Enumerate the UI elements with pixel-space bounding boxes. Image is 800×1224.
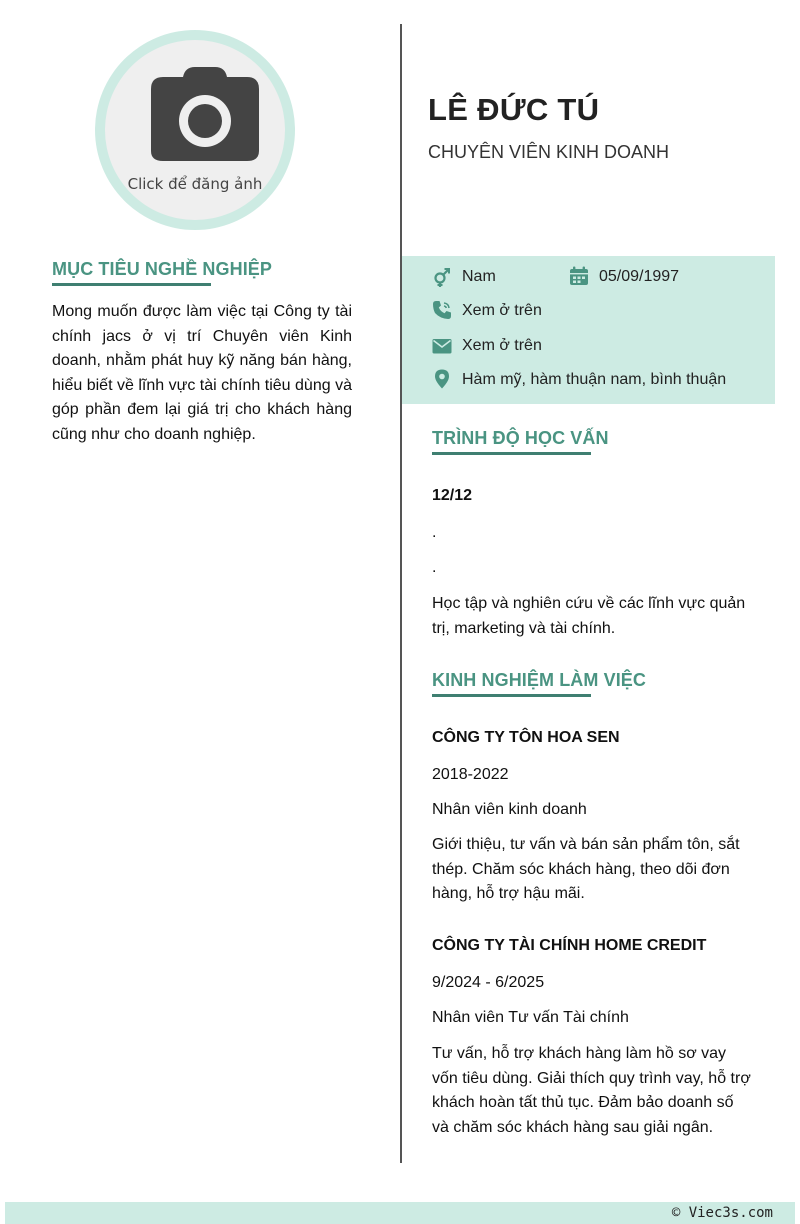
education-line-2: . — [432, 559, 437, 576]
job-company: CÔNG TY TÔN HOA SEN — [432, 729, 620, 746]
dob-value: 05/09/1997 — [599, 268, 680, 285]
camera-icon — [151, 67, 259, 163]
objective-heading-underline — [52, 283, 211, 286]
job-company: CÔNG TY TÀI CHÍNH HOME CREDIT — [432, 937, 707, 954]
gender-icon — [432, 267, 452, 287]
job-description: Giới thiệu, tư vấn và bán sản phẩm tôn, sắt thép. Chăm sóc khách hàng, theo dõi đơn hàng, hỗ trợ hậu mãi. — [432, 836, 740, 903]
upload-photo-button[interactable] — [105, 40, 285, 220]
address-value: Hàm mỹ, hàm thuận nam, bình thuận — [462, 371, 727, 388]
avatar-frame — [95, 30, 295, 230]
footer-bar — [5, 1202, 795, 1224]
email-value: Xem ở trên — [462, 337, 542, 354]
phone-icon — [432, 300, 452, 320]
phone-value: Xem ở trên — [462, 302, 542, 319]
job-role: Nhân viên kinh doanh — [432, 801, 587, 818]
email-icon — [432, 336, 452, 356]
experience-heading: KINH NGHIỆM LÀM VIỆC — [432, 670, 647, 690]
calendar-icon — [569, 266, 589, 286]
job-role: Nhân viên Tư vấn Tài chính — [432, 1009, 629, 1026]
education-heading-underline — [432, 452, 591, 455]
education-line-1: . — [432, 524, 437, 541]
job-description: Tư vấn, hỗ trợ khách hàng làm hồ sơ vay vốn tiêu dùng. Giải thích quy trình vay, hỗ trợ khách hoàn tất thủ tục. Đảm bảo doanh số và chăm sóc khách hàng sau giải ngân. — [432, 1045, 751, 1136]
education-grade: 12/12 — [432, 487, 473, 504]
column-divider — [400, 24, 402, 1163]
candidate-job-title: CHUYÊN VIÊN KINH DOANH — [428, 142, 670, 162]
upload-photo-caption: Click để đăng ảnh — [127, 175, 263, 193]
footer-copyright: © Viec3s.com — [671, 1205, 773, 1221]
gender-value: Nam — [462, 268, 496, 285]
education-description: Học tập và nghiên cứu về các lĩnh vực quản trị, marketing và tài chính. — [432, 595, 746, 637]
job-period: 2018-2022 — [432, 766, 509, 783]
location-pin-icon — [432, 369, 452, 389]
candidate-name: LÊ ĐỨC TÚ — [428, 92, 600, 127]
objective-heading: MỤC TIÊU NGHỀ NGHIỆP — [52, 259, 273, 279]
education-heading: TRÌNH ĐỘ HỌC VẤN — [432, 428, 609, 448]
experience-heading-underline — [432, 694, 591, 697]
objective-text: Mong muốn được làm việc tại Công ty tài chính jacs ở vị trí Chuyên viên Kinh doanh, nhằm phát huy kỹ năng bán hàng, hiểu biết về lĩnh vực tài chính tiêu dùng và góp phần đem lại giá trị cho khách hàng cũng như cho doanh nghiệp. — [52, 303, 352, 443]
contact-panel — [402, 256, 775, 404]
job-period: 9/2024 - 6/2025 — [432, 974, 545, 991]
